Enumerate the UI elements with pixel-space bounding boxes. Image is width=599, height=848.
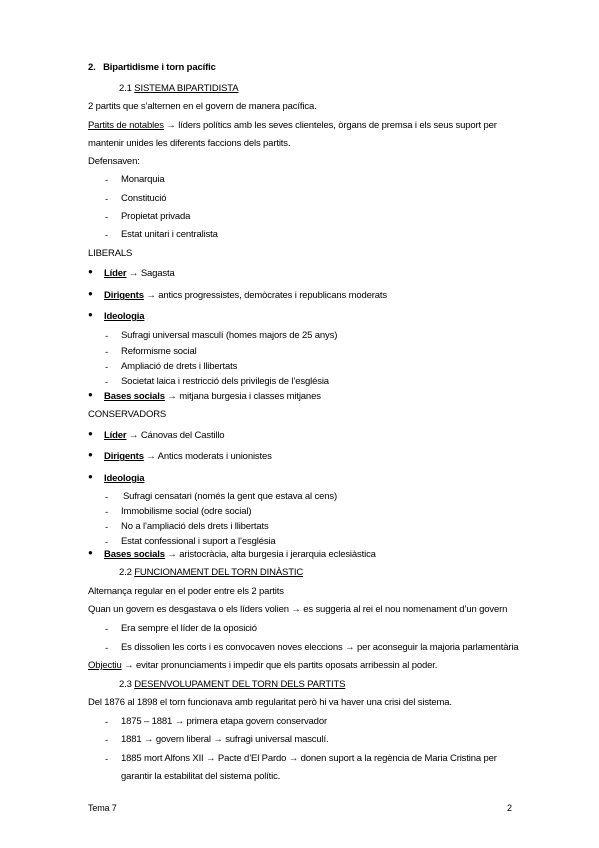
- subsection-heading-2-3: 2.3 DESENVOLUPAMENT DEL TORN DELS PARTITS: [119, 679, 346, 690]
- list-item: Reformisme social: [121, 346, 197, 357]
- dash-marker: -: [105, 754, 109, 765]
- dash-marker: -: [105, 717, 109, 728]
- bullet-icon: ●: [88, 289, 93, 298]
- liberals-bases: Bases socials → mitjana burgesia i classes mitjanes: [104, 391, 321, 402]
- arrow-icon: →: [213, 734, 223, 745]
- defensaven-label: Defensaven:: [88, 156, 140, 167]
- dash-marker: -: [105, 522, 109, 533]
- conservadors-leader: Líder → Cánovas del Castillo: [104, 430, 225, 441]
- arrow-icon: →: [128, 268, 139, 279]
- torn-line-1: Alternança regular en el poder entre els 2 partits: [88, 586, 284, 597]
- list-item: 1885 mort Alfons XII → Pacte d’El Pardo → donen suport a la regència de Maria Cristina per: [121, 753, 497, 764]
- liberals-heading: LIBERALS: [88, 248, 133, 259]
- page-number: 2: [507, 803, 512, 813]
- arrow-icon: →: [146, 290, 156, 301]
- arrow-icon: →: [167, 549, 177, 560]
- bullet-icon: ●: [88, 429, 93, 438]
- list-item: Constitució: [121, 193, 167, 204]
- dash-marker: -: [105, 643, 109, 654]
- arrow-icon: →: [206, 753, 216, 764]
- subsection-heading-2-1: 2.1 SISTEMA BIPARTIDISTA: [119, 83, 239, 94]
- bullet-icon: ●: [88, 450, 93, 459]
- conservadors-ideology-label: Ideologia: [104, 473, 145, 484]
- torn-line-2: Quan un govern es desgastava o els líders volien → es suggeria al rei el nou nomenament d’un govern: [88, 604, 508, 615]
- bullet-icon: ●: [88, 472, 93, 481]
- list-item: Sufragi censatari (només la gent que estava al cens): [123, 491, 337, 502]
- liberals-ideology-label: Ideologia: [104, 311, 145, 322]
- bullet-icon: ●: [88, 390, 93, 399]
- dash-marker: -: [105, 212, 109, 223]
- list-item: Immobilisme social (odre social): [121, 506, 252, 517]
- liberals-leader: Líder → Sagasta: [104, 268, 175, 279]
- dash-marker: -: [105, 492, 109, 503]
- list-item: Societat laica i restricció dels privilegis de l’església: [121, 376, 329, 387]
- dash-marker: -: [105, 347, 109, 358]
- bullet-icon: ●: [88, 267, 93, 276]
- bullet-icon: ●: [88, 548, 93, 557]
- list-item: Sufragi universal masculí (homes majors de 25 anys): [121, 330, 338, 341]
- dash-marker: -: [105, 735, 109, 746]
- conservadors-bases: Bases socials → aristocràcia, alta burgesia i jerarquia eclesiàstica: [104, 549, 376, 560]
- arrow-icon: →: [291, 604, 301, 615]
- arrow-icon: →: [345, 642, 355, 653]
- dash-marker: -: [105, 507, 109, 518]
- conservadors-dirigents: Dirigents → Antics moderats i unionistes: [104, 451, 272, 462]
- dash-marker: -: [105, 175, 109, 186]
- arrow-icon: →: [166, 120, 176, 131]
- list-item: Monarquia: [121, 174, 165, 185]
- dash-marker: -: [105, 230, 109, 241]
- arrow-icon: →: [174, 716, 185, 727]
- dash-marker: -: [105, 624, 109, 635]
- conservadors-heading: CONSERVADORS: [88, 409, 167, 420]
- objectiu-line: Objectiu → evitar pronunciaments i impedir que els partits oposats arribessin al poder.: [88, 660, 438, 671]
- notables-line: Partits de notables → líders polítics amb les seves clienteles, òrgans de premsa i els seus suport per: [88, 120, 497, 131]
- list-item: Era sempre el líder de la oposició: [121, 623, 257, 634]
- footer-left: Tema 7: [88, 803, 117, 813]
- bullet-icon: ●: [88, 310, 93, 319]
- list-item-cont: garantir la estabilitat del sistema polític.: [121, 771, 281, 782]
- arrow-icon: →: [144, 734, 154, 745]
- notables-line-cont: mantenir unides les diferents faccions dels partits.: [88, 138, 291, 149]
- dash-marker: -: [105, 362, 109, 373]
- desenvolupament-intro: Del 1876 al 1898 el torn funcionava amb regularitat però hi va haver una crisi del sistema.: [88, 697, 452, 708]
- dash-marker: -: [105, 377, 109, 388]
- arrow-icon: →: [128, 430, 139, 441]
- list-item: Estat unitari i centralista: [121, 229, 218, 240]
- arrow-icon: →: [146, 451, 156, 462]
- dash-marker: -: [105, 194, 109, 205]
- subsection-heading-2-2: 2.2 FUNCIONAMENT DEL TORN DINÀSTIC: [119, 567, 304, 578]
- list-item: Es dissolien les corts i es convocaven noves eleccions → per aconseguir la majoria parlamentària: [121, 642, 519, 653]
- list-item: No a l’ampliació dels drets i llibertats: [121, 521, 269, 532]
- liberals-dirigents: Dirigents → antics progressistes, demòcrates i republicans moderats: [104, 290, 388, 301]
- intro-line: 2 partits que s’alternen en el govern de manera pacífica.: [88, 101, 317, 112]
- arrow-icon: →: [288, 753, 299, 764]
- list-item: 1875 – 1881 → primera etapa govern conservador: [121, 716, 327, 727]
- section-heading: 2. Bipartidisme i torn pacífic: [88, 62, 216, 73]
- dash-marker: -: [105, 537, 109, 548]
- arrow-icon: →: [124, 660, 134, 671]
- list-item: Propietat privada: [121, 211, 191, 222]
- list-item: 1881 → govern liberal → sufragi universal masculí.: [121, 734, 329, 745]
- list-item: Estat confessional i suport a l’església: [121, 536, 276, 547]
- list-item: Ampliació de drets i llibertats: [121, 361, 238, 372]
- dash-marker: -: [105, 331, 109, 342]
- arrow-icon: →: [167, 391, 177, 402]
